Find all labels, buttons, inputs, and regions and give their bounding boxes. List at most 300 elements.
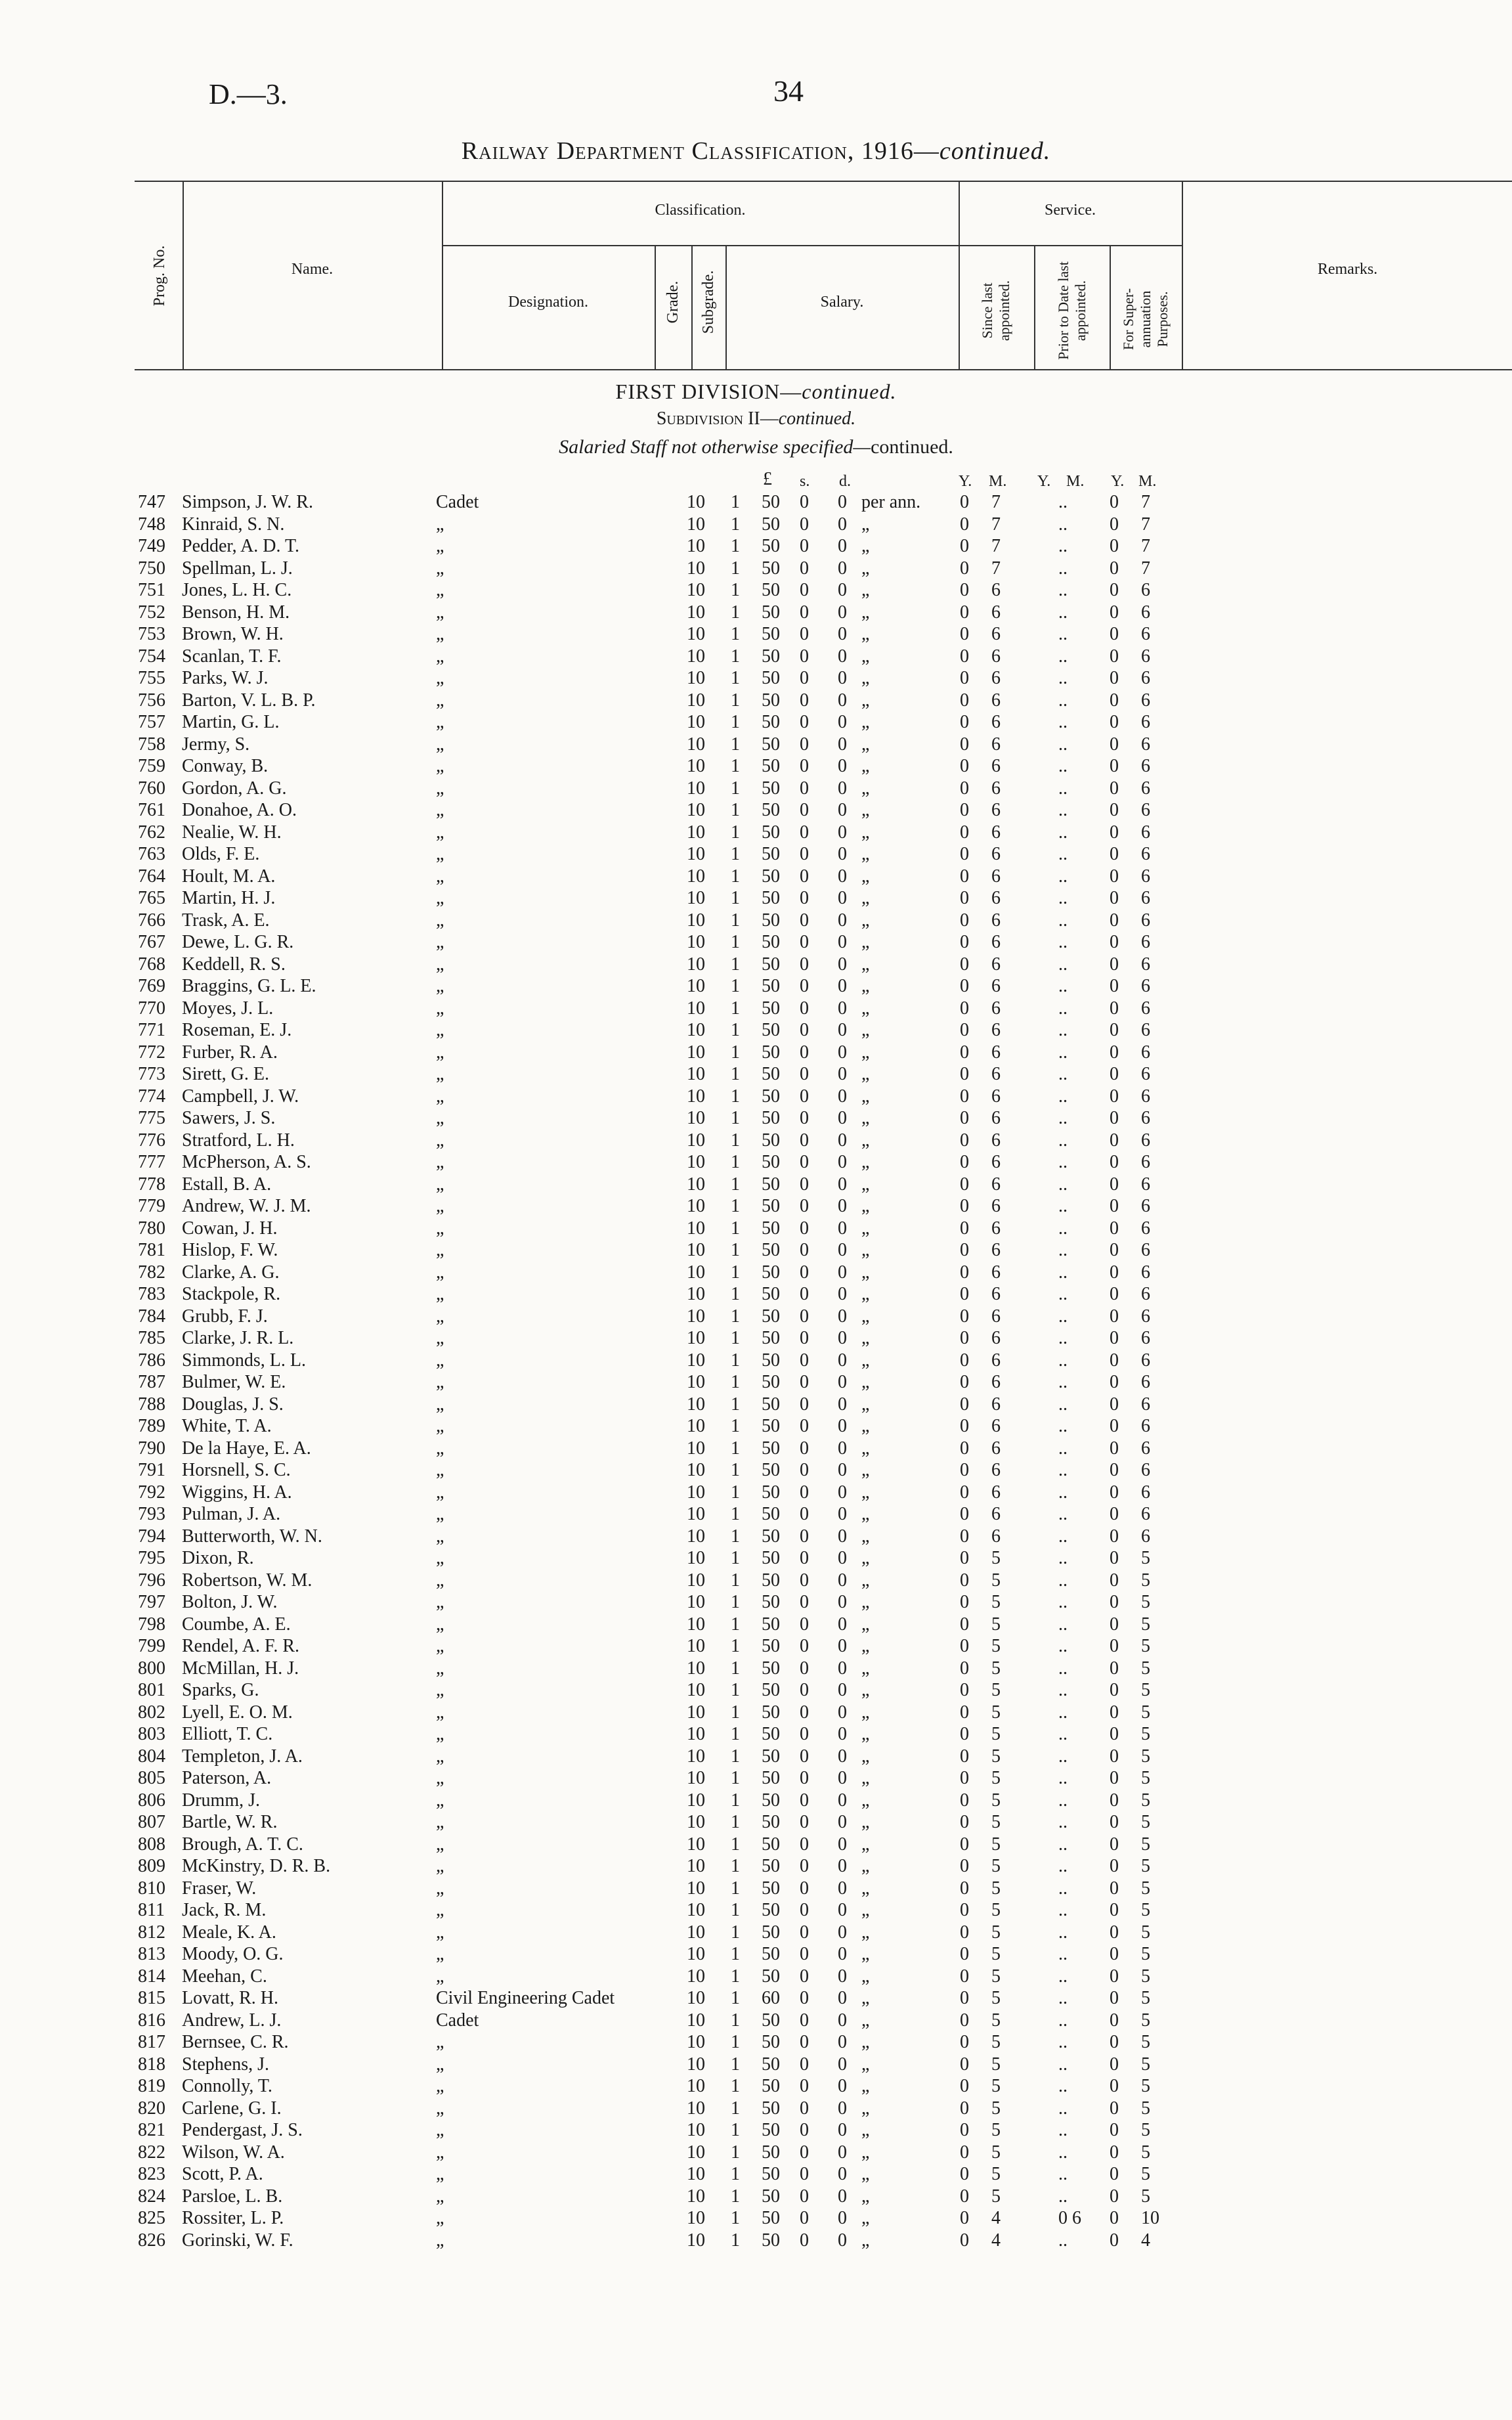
grade: 10 (687, 1064, 705, 1084)
salary-pence: 0 (838, 602, 847, 623)
salary-pence: 0 (838, 1482, 847, 1503)
salary-pence: 0 (838, 1746, 847, 1767)
subgrade: 1 (731, 1218, 740, 1239)
prog-no: 789 (138, 1416, 165, 1436)
subgrade: 1 (731, 1790, 740, 1811)
salary-shillings: 0 (800, 1900, 809, 1920)
grade: 10 (687, 1944, 705, 1964)
salary-pounds: 50 (762, 954, 780, 975)
prior-service: .. (1058, 1152, 1068, 1172)
since-years: 0 (960, 602, 969, 623)
grade: 10 (687, 2054, 705, 2075)
prog-no: 797 (138, 1592, 165, 1612)
table-row (0, 734, 1512, 755)
prior-service: 0 6 (1058, 2208, 1081, 2228)
since-months: 4 (991, 2230, 1001, 2251)
subgrade: 1 (731, 690, 740, 711)
grade: 10 (687, 1284, 705, 1304)
table-row (0, 2031, 1512, 2053)
subgrade: 1 (731, 998, 740, 1019)
salary-unit: „ (861, 1900, 870, 1920)
prog-no: 821 (138, 2120, 165, 2140)
super-months: 6 (1141, 1262, 1150, 1283)
salary-pounds: 50 (762, 712, 780, 732)
since-months: 5 (991, 1988, 1001, 2008)
salary-pence: 0 (838, 1878, 847, 1899)
super-years: 0 (1110, 2186, 1119, 2207)
super-years: 0 (1110, 1328, 1119, 1348)
staff-name: Simmonds, L. L. (182, 1350, 307, 1371)
table-row (0, 1306, 1512, 1327)
super-months: 6 (1141, 932, 1150, 952)
super-years: 0 (1110, 954, 1119, 975)
salary-pence: 0 (838, 866, 847, 887)
prior-service: .. (1058, 2010, 1068, 2031)
prior-service: .. (1058, 1768, 1068, 1788)
staff-name: Rendel, A. F. R. (182, 1636, 299, 1656)
table-row (0, 711, 1512, 733)
prog-no: 807 (138, 1812, 165, 1832)
salary-unit: „ (861, 1746, 870, 1767)
salary-shillings: 0 (800, 1108, 809, 1128)
super-months: 6 (1141, 1108, 1150, 1128)
since-years: 0 (960, 1152, 969, 1172)
since-years: 0 (960, 1328, 969, 1348)
staff-name: McKinstry, D. R. B. (182, 1856, 331, 1876)
super-months: 5 (1141, 1900, 1150, 1920)
staff-name: Bernsee, C. R. (182, 2032, 289, 2052)
salary-unit: „ (861, 1482, 870, 1503)
super-years: 0 (1110, 2098, 1119, 2119)
super-years: 0 (1110, 1262, 1119, 1283)
since-years: 0 (960, 1570, 969, 1591)
since-months: 6 (991, 1306, 1001, 1327)
designation: „ (436, 1130, 444, 1151)
prog-no: 786 (138, 1350, 165, 1371)
since-months: 6 (991, 1482, 1001, 1503)
unit-since-y: Y. (959, 473, 972, 490)
salary-shillings: 0 (800, 1746, 809, 1767)
super-months: 6 (1141, 844, 1150, 864)
table-row (0, 690, 1512, 711)
super-years: 0 (1110, 1702, 1119, 1723)
since-months: 5 (991, 1680, 1001, 1700)
salary-pence: 0 (838, 690, 847, 711)
designation: „ (436, 756, 444, 776)
designation: „ (436, 1944, 444, 1964)
since-months: 5 (991, 1592, 1001, 1612)
prog-no: 796 (138, 1570, 165, 1591)
prog-no: 775 (138, 1108, 165, 1128)
subgrade: 1 (731, 1196, 740, 1216)
unit-pence: d. (839, 473, 851, 490)
salary-pence: 0 (838, 1394, 847, 1415)
designation: „ (436, 558, 444, 579)
table-row (0, 2054, 1512, 2075)
table-row (0, 954, 1512, 975)
prog-no: 751 (138, 580, 165, 600)
super-months: 7 (1141, 514, 1150, 535)
salary-unit: „ (861, 1856, 870, 1876)
since-years: 0 (960, 1878, 969, 1899)
staff-name: Lyell, E. O. M. (182, 1702, 293, 1723)
designation: „ (436, 1526, 444, 1547)
designation: „ (436, 1196, 444, 1216)
prior-service: .. (1058, 2186, 1068, 2207)
since-years: 0 (960, 888, 969, 908)
grade: 10 (687, 1548, 705, 1568)
grade: 10 (687, 1636, 705, 1656)
salary-pounds: 50 (762, 2098, 780, 2119)
designation: „ (436, 844, 444, 864)
salary-pence: 0 (838, 1218, 847, 1239)
salary-pence: 0 (838, 822, 847, 843)
since-months: 6 (991, 1042, 1001, 1063)
salary-unit: „ (861, 1042, 870, 1063)
subgrade: 1 (731, 624, 740, 644)
since-years: 0 (960, 1658, 969, 1679)
since-months: 6 (991, 1152, 1001, 1172)
staff-name: Pedder, A. D. T. (182, 536, 300, 556)
designation: „ (436, 1042, 444, 1063)
designation: Civil Engineering Cadet (436, 1988, 615, 2008)
subdivision-italic: continued. (778, 408, 856, 429)
staff-name: Barton, V. L. B. P. (182, 690, 316, 711)
since-years: 0 (960, 712, 969, 732)
subgrade: 1 (731, 514, 740, 535)
prior-service: .. (1058, 514, 1068, 535)
table-row (0, 646, 1512, 667)
designation: „ (436, 2098, 444, 2119)
staff-name: Conway, B. (182, 756, 269, 776)
prior-service: .. (1058, 1262, 1068, 1283)
super-years: 0 (1110, 1042, 1119, 1063)
salary-pounds: 50 (762, 1460, 780, 1480)
salary-pence: 0 (838, 1130, 847, 1151)
super-years: 0 (1110, 1108, 1119, 1128)
salary-shillings: 0 (800, 1702, 809, 1723)
prog-no: 826 (138, 2230, 165, 2251)
super-years: 0 (1110, 1856, 1119, 1876)
salary-pounds: 50 (762, 778, 780, 799)
staff-name: Sirett, G. E. (182, 1064, 269, 1084)
table-row (0, 998, 1512, 1019)
staff-name: Meale, K. A. (182, 1922, 276, 1943)
since-months: 5 (991, 1548, 1001, 1568)
salary-pence: 0 (838, 1306, 847, 1327)
since-months: 5 (991, 2164, 1001, 2184)
since-years: 0 (960, 1900, 969, 1920)
salary-shillings: 0 (800, 646, 809, 667)
since-months: 7 (991, 492, 1001, 512)
prog-no: 822 (138, 2142, 165, 2163)
super-years: 0 (1110, 1130, 1119, 1151)
staff-name: Moyes, J. L. (182, 998, 274, 1019)
staff-name: Braggins, G. L. E. (182, 976, 316, 996)
salary-unit: „ (861, 1350, 870, 1371)
salary-pounds: 50 (762, 1658, 780, 1679)
prog-no: 803 (138, 1724, 165, 1744)
super-years: 0 (1110, 1152, 1119, 1172)
designation: „ (436, 778, 444, 799)
prior-service: .. (1058, 1174, 1068, 1195)
super-years: 0 (1110, 1548, 1119, 1568)
table-row (0, 602, 1512, 623)
prog-no: 769 (138, 976, 165, 996)
subgrade: 1 (731, 756, 740, 776)
prog-no: 747 (138, 492, 165, 512)
salary-pence: 0 (838, 1262, 847, 1283)
grade: 10 (687, 1306, 705, 1327)
staff-name: Douglas, J. S. (182, 1394, 284, 1415)
grade: 10 (687, 1900, 705, 1920)
page-title (0, 137, 1512, 165)
super-months: 5 (1141, 2120, 1150, 2140)
staff-name: Martin, H. J. (182, 888, 276, 908)
subgrade: 1 (731, 2230, 740, 2251)
table-row (0, 1746, 1512, 1767)
staff-name: Kinraid, S. N. (182, 514, 285, 535)
salary-pounds: 50 (762, 1548, 780, 1568)
since-months: 6 (991, 1196, 1001, 1216)
salary-pounds: 50 (762, 2054, 780, 2075)
super-years: 0 (1110, 1350, 1119, 1371)
prior-service: .. (1058, 2142, 1068, 2163)
salary-unit: „ (861, 1768, 870, 1788)
prior-service: .. (1058, 1416, 1068, 1436)
staff-name: Clarke, J. R. L. (182, 1328, 294, 1348)
prog-no: 759 (138, 756, 165, 776)
salary-pounds: 50 (762, 492, 780, 512)
subgrade: 1 (731, 580, 740, 600)
super-months: 6 (1141, 822, 1150, 843)
super-months: 7 (1141, 558, 1150, 579)
salary-pence: 0 (838, 976, 847, 996)
col-prog-no: Prog. No. (151, 245, 168, 307)
table-row (0, 910, 1512, 931)
designation: „ (436, 954, 444, 975)
since-years: 0 (960, 1482, 969, 1503)
salary-shillings: 0 (800, 844, 809, 864)
super-months: 5 (1141, 1922, 1150, 1943)
subgrade: 1 (731, 778, 740, 799)
designation: „ (436, 2164, 444, 2184)
subgrade: 1 (731, 1636, 740, 1656)
designation: „ (436, 1438, 444, 1459)
designation: Cadet (436, 492, 479, 512)
prior-service: .. (1058, 668, 1068, 688)
since-months: 5 (991, 1746, 1001, 1767)
grade: 10 (687, 844, 705, 864)
since-years: 0 (960, 1438, 969, 1459)
designation: „ (436, 1834, 444, 1855)
salary-pounds: 50 (762, 800, 780, 820)
designation: „ (436, 1108, 444, 1128)
staff-name: Furber, R. A. (182, 1042, 278, 1063)
unit-super-y: Y. (1111, 473, 1125, 490)
table-row (0, 514, 1512, 535)
table-row (0, 2075, 1512, 2097)
staff-name: Coumbe, A. E. (182, 1614, 291, 1635)
super-years: 0 (1110, 1086, 1119, 1107)
salary-pence: 0 (838, 1152, 847, 1172)
designation: „ (436, 2230, 444, 2251)
staff-name: Hislop, F. W. (182, 1240, 278, 1260)
super-months: 5 (1141, 1592, 1150, 1612)
designation: „ (436, 822, 444, 843)
super-months: 6 (1141, 580, 1150, 600)
salary-pounds: 50 (762, 844, 780, 864)
grade: 10 (687, 2208, 705, 2228)
salary-pence: 0 (838, 2032, 847, 2052)
subgrade: 1 (731, 1394, 740, 1415)
grade: 10 (687, 1856, 705, 1876)
grade: 10 (687, 1746, 705, 1767)
since-months: 6 (991, 1394, 1001, 1415)
prog-no: 772 (138, 1042, 165, 1063)
salary-shillings: 0 (800, 1372, 809, 1392)
prog-no: 802 (138, 1702, 165, 1723)
designation: „ (436, 1878, 444, 1899)
since-months: 6 (991, 756, 1001, 776)
staff-name: White, T. A. (182, 1416, 272, 1436)
prior-service: .. (1058, 1570, 1068, 1591)
subgrade: 1 (731, 800, 740, 820)
salary-pounds: 50 (762, 558, 780, 579)
prog-no: 787 (138, 1372, 165, 1392)
since-months: 5 (991, 1966, 1001, 1987)
designation: „ (436, 1284, 444, 1304)
col-prior-to: Prior to Date last appointed. (1055, 261, 1089, 360)
salary-shillings: 0 (800, 1262, 809, 1283)
subgrade: 1 (731, 1328, 740, 1348)
since-years: 0 (960, 1284, 969, 1304)
salary-pounds: 50 (762, 1922, 780, 1943)
prior-service: .. (1058, 1790, 1068, 1811)
designation: „ (436, 624, 444, 644)
salary-unit: „ (861, 778, 870, 799)
super-years: 0 (1110, 2010, 1119, 2031)
table-row (0, 1195, 1512, 1217)
subgrade: 1 (731, 1152, 740, 1172)
designation: „ (436, 2208, 444, 2228)
salary-shillings: 0 (800, 800, 809, 820)
grade: 10 (687, 778, 705, 799)
subgrade: 1 (731, 1614, 740, 1635)
salary-pounds: 50 (762, 1240, 780, 1260)
salary-pounds: 50 (762, 1108, 780, 1128)
grade: 10 (687, 888, 705, 908)
staff-name: Horsnell, S. C. (182, 1460, 291, 1480)
salary-pence: 0 (838, 1636, 847, 1656)
super-months: 6 (1141, 1438, 1150, 1459)
subgrade: 1 (731, 1284, 740, 1304)
prog-no: 754 (138, 646, 165, 667)
designation: „ (436, 998, 444, 1019)
col-grade: Grade. (664, 280, 681, 324)
salary-pounds: 50 (762, 646, 780, 667)
super-years: 0 (1110, 844, 1119, 864)
since-years: 0 (960, 492, 969, 512)
since-months: 6 (991, 1504, 1001, 1524)
salary-unit: „ (861, 1240, 870, 1260)
salary-pounds: 50 (762, 690, 780, 711)
since-years: 0 (960, 778, 969, 799)
unit-shilling: s. (800, 473, 810, 490)
prog-no: 766 (138, 910, 165, 931)
salary-pounds: 50 (762, 932, 780, 952)
staff-name: Scott, P. A. (182, 2164, 263, 2184)
super-months: 6 (1141, 1306, 1150, 1327)
grade: 10 (687, 2230, 705, 2251)
salary-unit: „ (861, 1834, 870, 1855)
super-months: 6 (1141, 1086, 1150, 1107)
staff-name: Wiggins, H. A. (182, 1482, 292, 1503)
super-months: 5 (1141, 1988, 1150, 2008)
since-years: 0 (960, 1680, 969, 1700)
prior-service: .. (1058, 1944, 1068, 1964)
grade: 10 (687, 1438, 705, 1459)
subgrade: 1 (731, 1900, 740, 1920)
since-years: 0 (960, 2054, 969, 2075)
designation: „ (436, 1086, 444, 1107)
grade: 10 (687, 1922, 705, 1943)
subgrade: 1 (731, 668, 740, 688)
super-years: 0 (1110, 910, 1119, 931)
super-years: 0 (1110, 2032, 1119, 2052)
super-months: 5 (1141, 2142, 1150, 2163)
since-months: 6 (991, 668, 1001, 688)
since-months: 6 (991, 778, 1001, 799)
super-months: 5 (1141, 2054, 1150, 2075)
prior-service: .. (1058, 1482, 1068, 1503)
col-name: Name. (291, 261, 334, 278)
since-years: 0 (960, 1746, 969, 1767)
salary-unit: „ (861, 1988, 870, 2008)
table-row (0, 1811, 1512, 1833)
salary-pounds: 50 (762, 624, 780, 644)
super-months: 6 (1141, 1020, 1150, 1040)
since-months: 5 (991, 2186, 1001, 2207)
salary-shillings: 0 (800, 1812, 809, 1832)
salary-unit: „ (861, 1218, 870, 1239)
staff-name: Olds, F. E. (182, 844, 260, 864)
page-number: 34 (773, 74, 804, 108)
since-months: 6 (991, 1218, 1001, 1239)
salary-shillings: 0 (800, 602, 809, 623)
salary-pence: 0 (838, 1922, 847, 1943)
salary-unit: „ (861, 2208, 870, 2228)
prior-service: .. (1058, 910, 1068, 931)
super-months: 6 (1141, 602, 1150, 623)
salary-shillings: 0 (800, 1020, 809, 1040)
grade: 10 (687, 1526, 705, 1547)
since-months: 6 (991, 1174, 1001, 1195)
table-row (0, 1635, 1512, 1657)
super-years: 0 (1110, 1218, 1119, 1239)
document-ref: D.—3. (209, 78, 288, 110)
salary-pounds: 50 (762, 1218, 780, 1239)
super-years: 0 (1110, 976, 1119, 996)
staff-name: Wilson, W. A. (182, 2142, 285, 2163)
super-years: 0 (1110, 1966, 1119, 1987)
salary-shillings: 0 (800, 976, 809, 996)
super-months: 6 (1141, 778, 1150, 799)
prog-no: 781 (138, 1240, 165, 1260)
subgrade: 1 (731, 2054, 740, 2075)
super-months: 6 (1141, 1042, 1150, 1063)
salary-unit: „ (861, 646, 870, 667)
